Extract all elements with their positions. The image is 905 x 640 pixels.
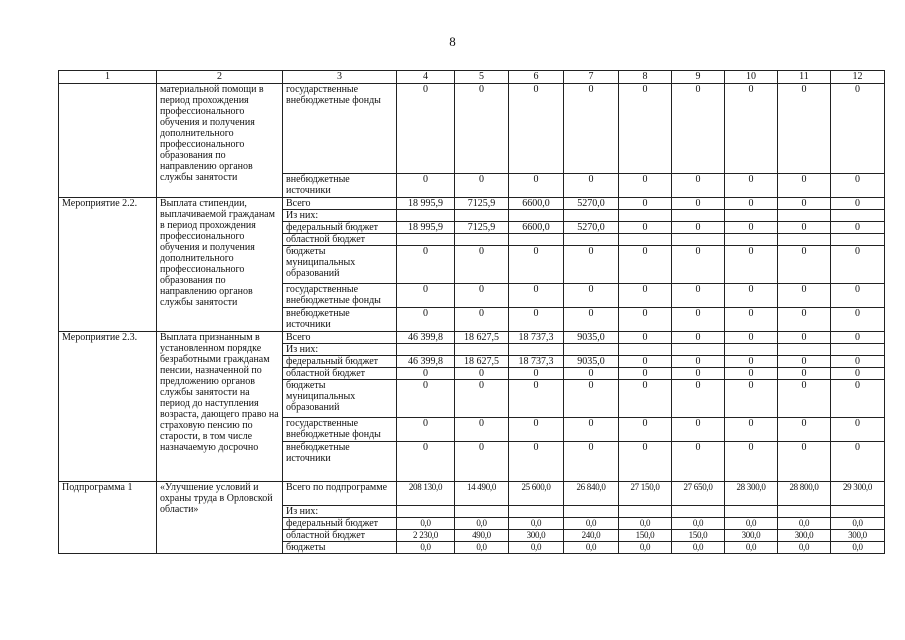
value-cell: 0 (509, 368, 564, 380)
value-cell: 0 (831, 380, 885, 418)
funding-source: областной бюджет (283, 530, 397, 542)
value-cell: 150,0 (619, 530, 672, 542)
value-cell: 0 (778, 246, 831, 284)
value-cell: 0 (725, 246, 778, 284)
value-cell: 0 (564, 368, 619, 380)
value-cell: 0 (672, 368, 725, 380)
value-cell: 0 (672, 332, 725, 344)
value-cell: 0 (509, 442, 564, 482)
value-cell: 46 399,8 (397, 356, 455, 368)
value-cell (397, 234, 455, 246)
value-cell: 5270,0 (564, 222, 619, 234)
column-number: 12 (831, 71, 885, 84)
value-cell: 2 230,0 (397, 530, 455, 542)
value-cell (455, 506, 509, 518)
value-cell: 0 (564, 246, 619, 284)
value-cell (725, 210, 778, 222)
funding-source: внебюджетные источники (283, 442, 397, 482)
column-number-row (59, 71, 885, 84)
value-cell: 0,0 (455, 518, 509, 530)
value-cell: 0,0 (672, 542, 725, 554)
value-cell: 26 840,0 (564, 482, 619, 506)
value-cell: 0 (397, 418, 455, 442)
value-cell: 0 (831, 84, 885, 174)
value-cell (397, 506, 455, 518)
value-cell: 0 (831, 198, 885, 210)
value-cell: 0 (619, 84, 672, 174)
column-number: 8 (619, 71, 672, 84)
value-cell: 27 650,0 (672, 482, 725, 506)
value-cell: 0 (619, 368, 672, 380)
value-cell: 18 995,9 (397, 222, 455, 234)
value-cell: 0 (725, 284, 778, 308)
value-cell: 0 (725, 222, 778, 234)
value-cell: 0 (397, 380, 455, 418)
value-cell (831, 506, 885, 518)
value-cell: 0 (725, 418, 778, 442)
value-cell: 0 (672, 198, 725, 210)
funding-source: внебюджетные источники (283, 308, 397, 332)
value-cell: 0 (778, 284, 831, 308)
value-cell (455, 234, 509, 246)
funding-source: Из них: (283, 210, 397, 222)
funding-source: государственные внебюджетные фонды (283, 284, 397, 308)
table-row (59, 84, 885, 174)
value-cell: 0 (455, 174, 509, 198)
value-cell: 0 (619, 332, 672, 344)
value-cell (455, 344, 509, 356)
value-cell: 46 399,8 (397, 332, 455, 344)
value-cell: 0 (672, 84, 725, 174)
value-cell: 25 600,0 (509, 482, 564, 506)
value-cell: 0 (672, 174, 725, 198)
value-cell: 0 (509, 174, 564, 198)
value-cell: 0,0 (778, 518, 831, 530)
funding-source: федеральный бюджет (283, 222, 397, 234)
value-cell: 0 (778, 442, 831, 482)
value-cell: 0 (725, 84, 778, 174)
value-cell: 6600,0 (509, 222, 564, 234)
value-cell: 0 (672, 380, 725, 418)
funding-source: федеральный бюджет (283, 356, 397, 368)
funding-source: бюджеты муниципальных образований (283, 380, 397, 418)
value-cell (672, 210, 725, 222)
value-cell: 0 (397, 84, 455, 174)
value-cell: 0 (455, 368, 509, 380)
value-cell (397, 210, 455, 222)
value-cell: 0 (778, 308, 831, 332)
value-cell: 0 (778, 380, 831, 418)
value-cell: 300,0 (509, 530, 564, 542)
value-cell: 0 (619, 174, 672, 198)
value-cell: 0 (397, 284, 455, 308)
value-cell: 0 (778, 356, 831, 368)
value-cell (509, 344, 564, 356)
value-cell: 0 (725, 368, 778, 380)
value-cell: 0 (455, 380, 509, 418)
measure-name (59, 84, 157, 198)
value-cell: 0 (672, 356, 725, 368)
value-cell: 28 300,0 (725, 482, 778, 506)
funding-source: государственные внебюджетные фонды (283, 84, 397, 174)
value-cell: 0 (397, 442, 455, 482)
value-cell (509, 234, 564, 246)
value-cell: 0 (831, 368, 885, 380)
value-cell: 0,0 (455, 542, 509, 554)
value-cell (619, 210, 672, 222)
value-cell: 0,0 (619, 542, 672, 554)
value-cell (509, 506, 564, 518)
value-cell: 0,0 (564, 542, 619, 554)
value-cell: 0 (619, 246, 672, 284)
funding-source: федеральный бюджет (283, 518, 397, 530)
value-cell: 0 (831, 356, 885, 368)
table-row (59, 198, 885, 210)
value-cell: 0,0 (725, 542, 778, 554)
value-cell: 18 737,3 (509, 332, 564, 344)
value-cell: 0 (831, 222, 885, 234)
value-cell: 0 (509, 84, 564, 174)
value-cell: 0 (509, 308, 564, 332)
measure-name: Мероприятие 2.2. (59, 198, 157, 332)
value-cell (397, 344, 455, 356)
value-cell: 0,0 (831, 518, 885, 530)
value-cell: 300,0 (831, 530, 885, 542)
value-cell (831, 234, 885, 246)
budget-table (58, 70, 885, 554)
value-cell: 0 (778, 368, 831, 380)
value-cell: 0 (509, 284, 564, 308)
value-cell: 0 (725, 198, 778, 210)
value-cell: 18 737,3 (509, 356, 564, 368)
measure-description: Выплата стипендии, выплачиваемой гражданам в период прохождения профессионального обучения и получения дополнительного профессионального образования по направлению органов службы занятости (157, 198, 283, 332)
value-cell: 0 (672, 418, 725, 442)
value-cell: 0 (831, 284, 885, 308)
value-cell: 0 (725, 332, 778, 344)
value-cell (672, 344, 725, 356)
value-cell: 150,0 (672, 530, 725, 542)
value-cell: 0 (619, 442, 672, 482)
value-cell: 0 (509, 418, 564, 442)
value-cell: 18 627,5 (455, 356, 509, 368)
value-cell: 29 300,0 (831, 482, 885, 506)
value-cell (725, 234, 778, 246)
value-cell (619, 344, 672, 356)
value-cell: 0 (619, 222, 672, 234)
value-cell (778, 210, 831, 222)
value-cell: 0 (672, 222, 725, 234)
value-cell: 0 (725, 308, 778, 332)
value-cell: 0 (397, 308, 455, 332)
value-cell: 0 (455, 84, 509, 174)
value-cell: 0 (397, 174, 455, 198)
value-cell: 0 (564, 442, 619, 482)
value-cell: 0,0 (778, 542, 831, 554)
value-cell: 0 (509, 380, 564, 418)
value-cell: 208 130,0 (397, 482, 455, 506)
value-cell: 0 (672, 284, 725, 308)
value-cell: 0 (725, 174, 778, 198)
value-cell (564, 210, 619, 222)
column-number: 4 (397, 71, 455, 84)
funding-source: Всего (283, 332, 397, 344)
column-number: 11 (778, 71, 831, 84)
value-cell: 0 (831, 332, 885, 344)
measure-name: Подпрограмма 1 (59, 482, 157, 554)
column-number: 10 (725, 71, 778, 84)
value-cell: 490,0 (455, 530, 509, 542)
measure-description: материальной помощи в период прохождения профессионального обучения и получения дополнительного профессионального образования по направлению органов службы занятости (157, 84, 283, 198)
value-cell: 9035,0 (564, 356, 619, 368)
value-cell (455, 210, 509, 222)
value-cell: 18 627,5 (455, 332, 509, 344)
value-cell (831, 210, 885, 222)
funding-source: Из них: (283, 344, 397, 356)
value-cell: 0,0 (619, 518, 672, 530)
value-cell: 0 (397, 368, 455, 380)
value-cell: 0,0 (672, 518, 725, 530)
value-cell: 0 (564, 84, 619, 174)
value-cell: 0 (455, 418, 509, 442)
column-number: 7 (564, 71, 619, 84)
value-cell: 5270,0 (564, 198, 619, 210)
funding-source: бюджеты муниципальных образований (283, 246, 397, 284)
value-cell: 0,0 (831, 542, 885, 554)
value-cell (672, 506, 725, 518)
value-cell: 300,0 (778, 530, 831, 542)
value-cell (778, 344, 831, 356)
funding-source: областной бюджет (283, 368, 397, 380)
value-cell: 0 (397, 246, 455, 284)
value-cell: 0 (831, 442, 885, 482)
value-cell (778, 506, 831, 518)
funding-source: Из них: (283, 506, 397, 518)
value-cell: 0 (725, 380, 778, 418)
value-cell: 0 (672, 442, 725, 482)
value-cell: 0 (672, 246, 725, 284)
measure-description: «Улучшение условий и охраны труда в Орловской области» (157, 482, 283, 554)
value-cell: 0 (564, 284, 619, 308)
value-cell: 0 (564, 308, 619, 332)
value-cell: 0 (455, 246, 509, 284)
value-cell: 0 (831, 174, 885, 198)
value-cell (564, 234, 619, 246)
value-cell: 7125,9 (455, 222, 509, 234)
value-cell (564, 506, 619, 518)
value-cell: 9035,0 (564, 332, 619, 344)
value-cell: 0 (725, 356, 778, 368)
value-cell: 0 (778, 198, 831, 210)
value-cell: 0 (455, 308, 509, 332)
column-number: 9 (672, 71, 725, 84)
value-cell: 18 995,9 (397, 198, 455, 210)
value-cell (725, 344, 778, 356)
value-cell: 0,0 (725, 518, 778, 530)
value-cell: 0 (564, 380, 619, 418)
measure-name: Мероприятие 2.3. (59, 332, 157, 482)
column-number: 3 (283, 71, 397, 84)
value-cell: 0 (619, 418, 672, 442)
value-cell (672, 234, 725, 246)
value-cell: 6600,0 (509, 198, 564, 210)
value-cell: 0 (619, 198, 672, 210)
value-cell (619, 506, 672, 518)
value-cell: 0 (725, 442, 778, 482)
value-cell: 28 800,0 (778, 482, 831, 506)
measure-description: Выплата признанным в установленном порядке безработными гражданам пенсии, назначенной по предложению органов службы занятости на период до наступления возраста, дающего право на страховую пенсию по старости, в том числе назначаемую досрочно (157, 332, 283, 482)
value-cell (725, 506, 778, 518)
value-cell: 0,0 (509, 542, 564, 554)
value-cell: 0 (564, 174, 619, 198)
page-number: 8 (449, 34, 456, 49)
value-cell: 0 (619, 284, 672, 308)
column-number: 5 (455, 71, 509, 84)
value-cell: 0 (619, 308, 672, 332)
value-cell: 0 (778, 332, 831, 344)
value-cell: 0 (831, 308, 885, 332)
value-cell: 0 (778, 84, 831, 174)
value-cell (564, 344, 619, 356)
funding-source: бюджеты (283, 542, 397, 554)
funding-source: внебюджетные источники (283, 174, 397, 198)
value-cell: 0 (455, 284, 509, 308)
funding-source: Всего по подпрограмме (283, 482, 397, 506)
value-cell: 0 (778, 174, 831, 198)
value-cell: 0 (778, 418, 831, 442)
value-cell: 7125,9 (455, 198, 509, 210)
table-row (59, 482, 885, 506)
value-cell: 0 (831, 418, 885, 442)
value-cell: 300,0 (725, 530, 778, 542)
value-cell: 0 (672, 308, 725, 332)
value-cell: 14 490,0 (455, 482, 509, 506)
funding-source: областной бюджет (283, 234, 397, 246)
funding-source: государственные внебюджетные фонды (283, 418, 397, 442)
value-cell: 0 (455, 442, 509, 482)
value-cell: 27 150,0 (619, 482, 672, 506)
value-cell (509, 210, 564, 222)
value-cell (831, 344, 885, 356)
value-cell: 0 (509, 246, 564, 284)
value-cell: 0 (831, 246, 885, 284)
value-cell: 0,0 (397, 542, 455, 554)
value-cell: 0 (778, 222, 831, 234)
value-cell: 240,0 (564, 530, 619, 542)
value-cell: 0 (619, 380, 672, 418)
value-cell (619, 234, 672, 246)
table-row (59, 332, 885, 344)
funding-source: Всего (283, 198, 397, 210)
value-cell: 0,0 (509, 518, 564, 530)
value-cell: 0 (619, 356, 672, 368)
column-number: 6 (509, 71, 564, 84)
value-cell: 0,0 (397, 518, 455, 530)
value-cell: 0,0 (564, 518, 619, 530)
value-cell (778, 234, 831, 246)
table-body (59, 84, 885, 554)
column-number: 2 (157, 71, 283, 84)
column-number: 1 (59, 71, 157, 84)
value-cell: 0 (564, 418, 619, 442)
